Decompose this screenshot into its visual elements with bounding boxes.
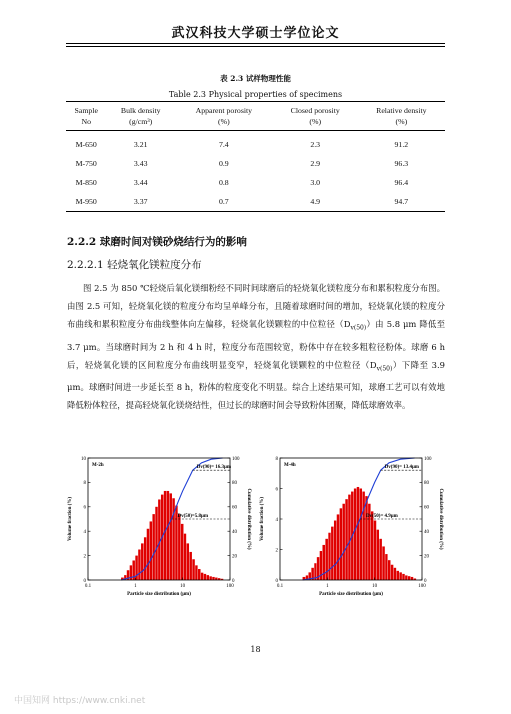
bar — [345, 499, 347, 580]
bar — [354, 489, 356, 581]
bar — [379, 539, 381, 580]
bar — [397, 571, 399, 580]
bar — [207, 575, 209, 580]
col-closed-porosity-unit: (%) — [273, 115, 358, 131]
x-tick-label: 1 — [134, 584, 137, 589]
table-cell: 7.4 — [218, 140, 229, 149]
x-tick-label: 10 — [372, 584, 378, 589]
bar — [371, 511, 373, 580]
y2-tick-label: 20 — [232, 554, 237, 560]
paragraph-text: ）下降至 3.9 μm。球磨时间进一步延长至 8 h，粉体的粒度变化不明显。综合上述结果可知，球磨工艺可以有效地降低粉体粒径，提高轻烧氧化镁烧结性，但过长的球磨时间会导致粉体团聚，降低球磨效率。 — [67, 359, 445, 411]
bar — [138, 550, 140, 581]
section-heading: 2.2.2 球磨时间对镁砂烧结行为的影响 — [67, 236, 247, 248]
table-cell: 3.43 — [133, 159, 148, 168]
chart-m2h-container — [64, 452, 254, 602]
bar — [322, 545, 325, 580]
bar — [158, 499, 160, 580]
table-row — [66, 154, 445, 173]
bar — [334, 521, 336, 580]
table-cell: M-650 — [75, 140, 97, 149]
bar — [362, 492, 364, 580]
bar — [325, 539, 328, 580]
col-bulk-density-header: Bulk density — [106, 102, 175, 116]
bar — [192, 559, 194, 580]
table-cell: 94.7 — [358, 192, 445, 212]
table-row — [66, 131, 445, 155]
y2-tick-label: 40 — [424, 530, 429, 535]
table-cell: 0.7 — [175, 192, 273, 212]
dv90-annotation: Dv(90)= 16.3μm — [196, 465, 232, 471]
bar — [167, 491, 169, 580]
table-cell: 91.2 — [394, 140, 409, 149]
col-relative-density-header: Relative density — [358, 102, 445, 116]
y2-tick-label: 20 — [424, 554, 429, 560]
y2-tick-label: 100 — [232, 456, 240, 462]
page-number: 18 — [250, 645, 261, 654]
table-cell: 96.3 — [394, 159, 409, 168]
chart-m4h-container — [256, 452, 446, 602]
col-apparent-porosity-unit: (%) — [175, 115, 273, 131]
panel-label: M-4h — [284, 463, 296, 468]
bar — [187, 543, 189, 580]
specimen-table — [66, 101, 445, 212]
bar — [402, 574, 404, 580]
bar — [209, 576, 211, 580]
bar — [328, 533, 330, 580]
bar — [360, 489, 362, 581]
panel-label: M-2h — [92, 463, 104, 468]
bar — [155, 507, 157, 580]
y-tick-label: 2 — [275, 548, 278, 554]
bar — [399, 572, 401, 580]
y-tick-label: 8 — [275, 456, 278, 462]
bar — [198, 569, 201, 580]
x-tick-label: 0.1 — [276, 584, 284, 589]
col-bulk-density-unit: (g/cm³) — [106, 115, 175, 131]
col-sample-unit: No — [66, 115, 106, 131]
bar — [331, 527, 333, 580]
y2-axis-label: Cumulative distribution (%) — [438, 488, 443, 550]
header-rule — [66, 43, 445, 47]
col-apparent-porosity-header: Apparent porosity — [175, 102, 273, 116]
y-axis-label: Volume fraction (%) — [260, 497, 265, 541]
bar — [374, 521, 376, 580]
y2-tick-label: 40 — [232, 530, 237, 535]
y-tick-label: 10 — [81, 456, 86, 462]
bar — [408, 576, 410, 580]
x-tick-label: 1 — [326, 584, 329, 589]
bar — [144, 537, 146, 580]
y2-tick-label: 0 — [232, 578, 235, 584]
paragraph-text: ）由 5.8 μm 降低至 3.7 μm。当球磨时间为 2 h 和 4 h 时，粒度分布范围较宽，粉体中存在较多粗粒径粉体。球磨 6 h 后，轻烧氧化镁的区间粒度分布曲线明显变窄，轻烧氧化镁颗粒的中位粒径（D — [67, 319, 445, 370]
y2-tick-label: 60 — [232, 505, 237, 511]
table-cell: 3.37 — [106, 192, 175, 212]
bar — [365, 496, 367, 580]
col-relative-density-unit: (%) — [358, 115, 445, 131]
paragraph-text: 图 2.5 为 850 ℃轻烧后氧化镁细粉经不同时间球磨后的轻烧氧化镁粒度分布和累积粒度分布图。由图 2.5 可知，轻烧氧化镁的粒度分布均呈单峰分布，且随着球磨时间的增加，轻烧氧化镁的粒度分布曲线和累积粒度分布曲线整体向左偏移，轻烧氧化镁颗粒的中位粒径（D — [67, 283, 445, 329]
bar — [411, 577, 413, 580]
table-cell: 2.9 — [310, 159, 321, 168]
bar — [147, 529, 149, 580]
subscript: v(50) — [350, 324, 367, 332]
bar — [195, 565, 197, 580]
col-sample-header: Sample — [66, 102, 106, 116]
table-cell: 4.9 — [273, 192, 358, 212]
bar — [391, 565, 393, 580]
table-cell: M-850 — [75, 178, 97, 187]
table-caption-en: Table 2.3 Physical properties of specimens — [168, 90, 343, 99]
bar — [178, 514, 180, 580]
col-closed-porosity-header: Closed porosity — [273, 102, 358, 116]
bar — [342, 504, 344, 580]
page-header: 武汉科技大学硕士学位论文 — [171, 26, 340, 41]
table-cell: 2.3 — [310, 140, 321, 149]
bar — [337, 514, 340, 580]
chart-m2h — [64, 452, 254, 602]
bar — [152, 514, 154, 580]
bar — [377, 530, 379, 580]
bar — [357, 487, 359, 580]
table-cell: M-750 — [75, 159, 97, 168]
x-axis-label: Particle size distribution (μm) — [319, 592, 383, 597]
table-cell: 3.21 — [133, 140, 148, 149]
bar — [204, 574, 206, 580]
y-tick-label: 2 — [83, 554, 86, 560]
bar — [170, 493, 172, 580]
y-tick-label: 6 — [275, 487, 278, 493]
bar — [388, 560, 391, 580]
bar — [340, 508, 342, 580]
watermark: 中国知网 https://www.cnki.net — [14, 696, 146, 706]
x-tick-label: 100 — [226, 584, 234, 589]
bar — [382, 546, 385, 580]
y2-tick-label: 0 — [424, 578, 427, 584]
y-tick-label: 4 — [83, 530, 86, 535]
y2-tick-label: 100 — [424, 456, 432, 462]
chart-plot-group — [68, 457, 251, 597]
bar — [405, 575, 407, 580]
bar — [150, 521, 152, 580]
dv90-annotation: Dv(90)= 13.4μm — [384, 465, 419, 471]
y-tick-label: 8 — [83, 481, 86, 487]
table-cell: M-950 — [66, 192, 106, 212]
bar — [189, 552, 191, 580]
x-axis-label: Particle size distribution (μm) — [127, 592, 191, 597]
chart-plot-group — [260, 457, 443, 597]
table-cell: 96.4 — [394, 178, 409, 187]
table-cell: 3.0 — [310, 178, 321, 187]
x-tick-label: 100 — [418, 584, 426, 589]
y-axis-label: Volume fraction (%) — [68, 497, 73, 541]
table-header-row — [66, 102, 445, 116]
table-unit-row — [66, 115, 445, 131]
bar — [141, 543, 144, 580]
table-cell: 3.44 — [133, 178, 148, 187]
y2-tick-label: 60 — [424, 505, 429, 511]
bar — [181, 524, 184, 580]
bar — [212, 577, 214, 580]
table-cell: 0.9 — [218, 159, 229, 168]
bar — [385, 554, 387, 580]
bar — [394, 568, 396, 580]
table-cell: 0.8 — [218, 178, 229, 187]
y-tick-label: 4 — [275, 517, 278, 523]
bar — [184, 534, 186, 580]
subsection-heading: 2.2.2.1 轻烧氧化镁粒度分布 — [67, 259, 202, 271]
table-row — [66, 173, 445, 192]
dv50-annotation: Dv(50)= 4.9μm — [366, 514, 398, 519]
y-tick-label: 0 — [275, 578, 278, 584]
body-paragraph — [67, 279, 445, 414]
y-tick-label: 6 — [83, 505, 86, 511]
dv50-annotation: Dv(50)=5.8μm — [177, 514, 209, 519]
subscript: v(50) — [376, 365, 393, 373]
chart-m4h — [256, 452, 446, 602]
bar — [348, 495, 350, 580]
table-caption-zh: 表 2.3 试样物理性能 — [220, 74, 291, 83]
table-row — [66, 192, 445, 212]
y-tick-label: 0 — [83, 578, 86, 584]
x-tick-label: 0.1 — [84, 584, 92, 589]
y2-axis-label: Cumulative distribution (%) — [246, 488, 251, 550]
y2-tick-label: 80 — [424, 481, 429, 487]
bar — [201, 573, 203, 580]
x-tick-label: 10 — [180, 584, 186, 589]
y2-tick-label: 80 — [232, 481, 237, 487]
plot-frame — [280, 458, 422, 580]
bar — [164, 491, 166, 580]
